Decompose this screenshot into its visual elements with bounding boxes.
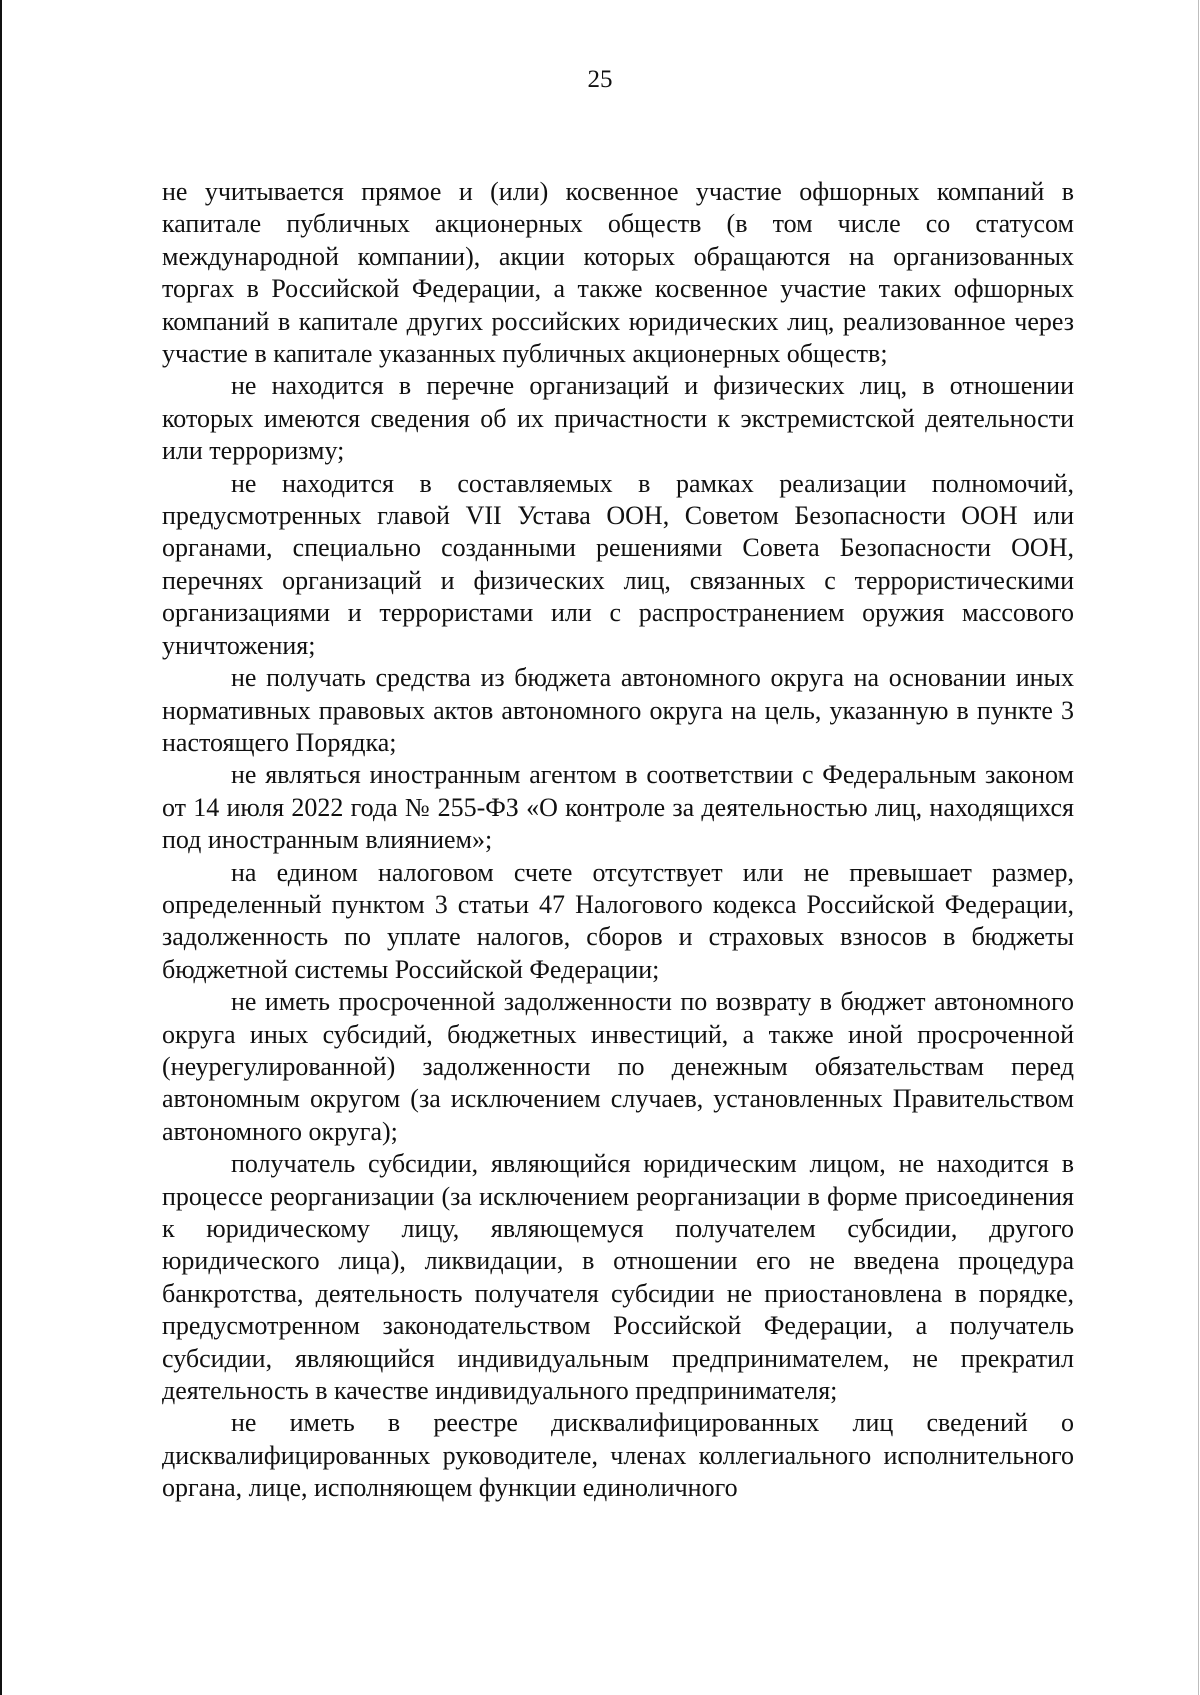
- paragraph-overdue-debt: не иметь просроченной задолженности по возврату в бюджет автономного округа иных субсидий, бюджетных инвестиций, а также иной просроченной (неурегулированной) задолженности по денежным обязательствам перед автономным округом (за исключением случаев, установленных Правительством автономного округа);: [162, 987, 1074, 1146]
- paragraph-foreign-agent: не являться иностранным агентом в соответствии с Федеральным законом от 14 июля 2022 года № 255-ФЗ «О контроле за деятельностью лиц, находящихся под иностранным влиянием»;: [162, 760, 1074, 855]
- paragraph-extremism-list: не находится в перечне организаций и физических лиц, в отношении которых имеются сведения об их причастности к экстремистской деятельности или терроризму;: [162, 371, 1074, 466]
- paragraph-disqualified-registry: не иметь в реестре дисквалифицированных лиц сведений о дисквалифицированных руководителе, членах коллегиального исполнительного органа, лице, исполняющем функции единоличного: [162, 1408, 1074, 1503]
- paragraph-un-sanctions-list: не находится в составляемых в рамках реализации полномочий, предусмотренных главой VII Устава ООН, Советом Безопасности ООН или органами, специально созданными решениями Совета Безопасности ООН, перечнях организаций и физических лиц, связанных с террористическими организациями и террористами или с распространением оружия массового уничтожения;: [162, 468, 1074, 660]
- paragraph-reorganization: получатель субсидии, являющийся юридическим лицом, не находится в процессе реорганизации (за исключением реорганизации в форме присоединения к юридическому лицу, являющемуся получателем субсидии, другого юридического лица), ликвидации, в отношении его не введена процедура банкротства, деятельность получателя субсидии не приостановлена в порядке, предусмотренном законодательством Российской Федерации, а получатель субсидии, являющийся индивидуальным предпринимателем, не прекратил деятельность в качестве индивидуального предпринимателя;: [162, 1149, 1074, 1406]
- scan-edge-left: [0, 0, 2, 1695]
- paragraph-offshore-participation: не учитывается прямое и (или) косвенное участие офшорных компаний в капитале публичных акционерных обществ (в том числе со статусом международной компании), акции которых обращаются на организованных торгах в Российской Федерации, а также косвенное участие таких офшорных компаний в капитале других российских юридических лиц, реализованное через участие в капитале указанных публичных акционерных обществ;: [162, 177, 1074, 369]
- document-body: [162, 176, 1074, 1505]
- paragraph-budget-funds: не получать средства из бюджета автономного округа на основании иных нормативных правовых актов автономного округа на цель, указанную в пункте 3 настоящего Порядка;: [162, 663, 1074, 757]
- scan-edge-right: [1198, 0, 1199, 1695]
- page-number: 25: [587, 66, 613, 93]
- paragraph-tax-account: на едином налоговом счете отсутствует или не превышает размер, определенный пунктом 3 статьи 47 Налогового кодекса Российской Федерации, задолженность по уплате налогов, сборов и страховых взносов в бюджеты бюджетной системы Российской Федерации;: [162, 857, 1074, 984]
